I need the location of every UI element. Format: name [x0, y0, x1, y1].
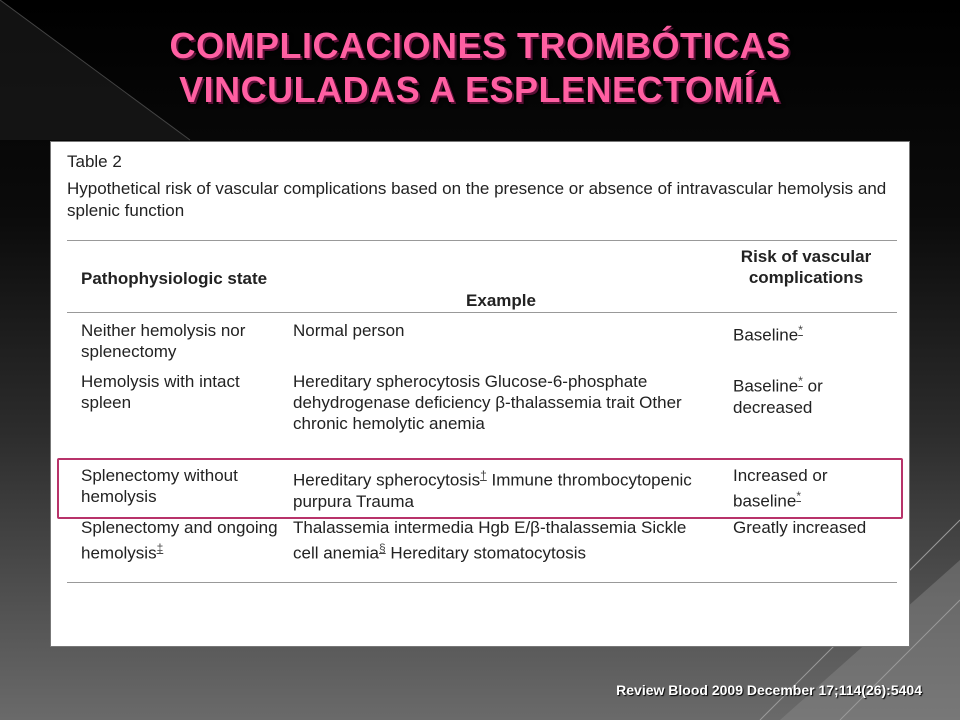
slide-title-line2: VINCULADAS A ESPLENECTOMÍA	[179, 69, 781, 110]
row2-risk-suffix: or decreased	[733, 376, 823, 417]
table-caption: Hypothetical risk of vascular complications based on the presence or absence of intravascular hemolysis and splenic function	[67, 179, 887, 220]
table-image	[50, 141, 910, 647]
row2-state: Hemolysis with intact spleen	[81, 372, 240, 412]
row4-state-mark[interactable]: ‡	[156, 541, 164, 555]
citation: Review Blood 2009 December 17;114(26):5404	[616, 682, 922, 698]
row3-example-mark[interactable]: †	[480, 468, 487, 482]
highlight-box	[57, 458, 903, 519]
row2-risk	[733, 371, 893, 418]
row4-state	[81, 517, 281, 564]
row1-state: Neither hemolysis nor splenectomy	[81, 321, 246, 361]
row3-risk-text: Increased or baseline	[733, 466, 828, 511]
row2-risk-mark[interactable]: *	[798, 374, 803, 388]
table-label: Table 2	[67, 152, 122, 171]
header-state	[81, 268, 281, 289]
row3-risk-mark[interactable]: *	[796, 489, 801, 503]
row4-example-a: Thalassemia intermedia Hgb E/β-thalassemia Sickle cell anemia	[293, 518, 687, 563]
row3-state: Splenectomy without hemolysis	[81, 466, 238, 506]
row3-example-a: Hereditary spherocytosis	[293, 470, 481, 490]
row4-state-text: Splenectomy and ongoing hemolysis	[81, 518, 278, 563]
row2-example: Hereditary spherocytosis Glucose-6-phosphate dehydrogenase deficiency β-thalassemia trait Other chronic hemolytic anemia	[293, 372, 682, 433]
table-bottom-rule	[67, 582, 897, 583]
row4-example	[293, 517, 693, 564]
row1-example: Normal person	[293, 321, 405, 340]
header-risk: Risk of vascular complications	[740, 247, 872, 287]
row4-risk: Greatly increased	[733, 518, 867, 537]
row3-example-b: Immune thrombocytopenic purpura Trauma	[293, 470, 692, 511]
row4-example-mark[interactable]: §	[379, 541, 386, 555]
row1-risk-mark[interactable]: *	[798, 323, 803, 337]
row1-risk-text: Baseline	[733, 325, 799, 345]
row2-risk-text: Baseline	[733, 376, 799, 396]
slide-title-line1: COMPLICACIONES TROMBÓTICAS	[169, 25, 791, 66]
row1-risk	[733, 320, 893, 346]
row4-example-b: Hereditary stomatocytosis	[385, 543, 586, 563]
header-example: Example	[466, 291, 536, 310]
slide-title	[0, 24, 960, 112]
header-state-text: Pathophysiologic state	[81, 269, 268, 288]
table-top-rule	[67, 240, 897, 241]
table-header-rule	[67, 312, 897, 313]
